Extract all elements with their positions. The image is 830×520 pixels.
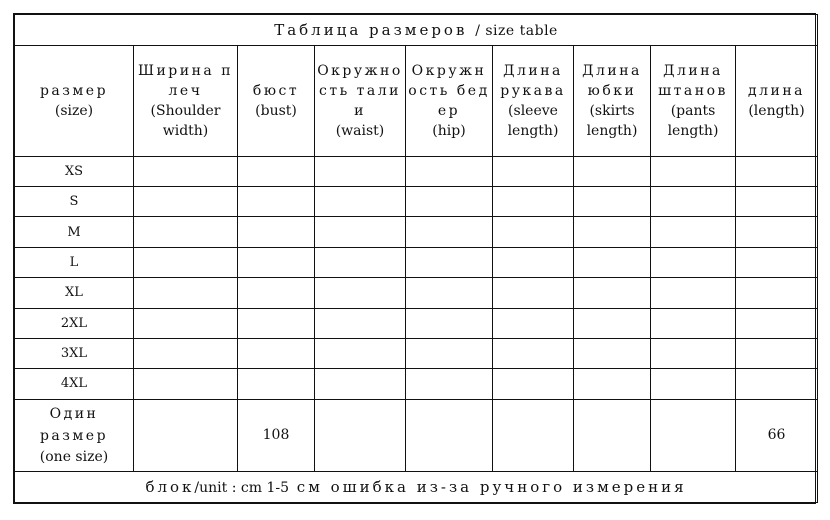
column-header (406, 46, 493, 156)
column-header (574, 46, 651, 156)
table-cell (651, 278, 736, 308)
table-cell (574, 369, 651, 399)
column-header (238, 46, 315, 156)
table-cell (574, 156, 651, 186)
table-cell (134, 247, 238, 277)
table-cell (736, 217, 818, 247)
table-cell (651, 338, 736, 368)
table-cell (493, 156, 574, 186)
measurement-note (15, 471, 818, 502)
table-row (15, 247, 818, 277)
column-header (15, 46, 134, 156)
one-size-pants (651, 399, 736, 471)
note-ru-suffix: см ошибка из-за ручного измерения (296, 477, 687, 496)
table-cell (651, 247, 736, 277)
one-size-length: 66 (736, 399, 818, 471)
column-header-en: (waist) (335, 123, 385, 140)
size-label: XL (15, 278, 134, 308)
column-header-ru: Окружность талии (317, 63, 403, 120)
size-label: 4XL (15, 369, 134, 399)
table-cell (134, 369, 238, 399)
table-cell (315, 369, 406, 399)
column-header-en: (pants length) (667, 103, 719, 140)
table-title (15, 15, 818, 46)
size-label: S (15, 187, 134, 217)
table-cell (736, 187, 818, 217)
table-cell (406, 156, 493, 186)
size-label: M (15, 217, 134, 247)
column-header-ru: Длина рукава (500, 63, 566, 100)
table-cell (406, 278, 493, 308)
table-cell (736, 338, 818, 368)
table-cell (651, 308, 736, 338)
title-en: / size table (475, 23, 558, 40)
table-cell (493, 247, 574, 277)
table-row (15, 308, 818, 338)
column-header-ru: размер (39, 83, 109, 100)
table-cell (406, 308, 493, 338)
table-cell (651, 369, 736, 399)
one-size-skirt (574, 399, 651, 471)
one-size-hip (406, 399, 493, 471)
column-header-en: (skirts length) (586, 103, 638, 140)
table-cell (134, 278, 238, 308)
table-cell (574, 187, 651, 217)
column-header (315, 46, 406, 156)
column-header-en: (sleeve length) (507, 103, 559, 140)
one-size-row (15, 399, 818, 471)
header-row (15, 46, 818, 156)
table-cell (315, 156, 406, 186)
table-cell (493, 369, 574, 399)
column-header-ru: Длина юбки (582, 63, 642, 100)
table-cell (493, 187, 574, 217)
table-cell (238, 187, 315, 217)
one-size-label-en: (one size) (39, 449, 109, 466)
column-header-en: (size) (54, 103, 94, 120)
column-header-ru: длина (747, 83, 806, 100)
note-en: /unit : cm 1-5 (194, 479, 290, 496)
size-label: XS (15, 156, 134, 186)
one-size-shoulder (134, 399, 238, 471)
table-cell (493, 217, 574, 247)
table-cell (493, 338, 574, 368)
column-header-ru: Ширина плеч (137, 63, 234, 100)
size-label: 2XL (15, 308, 134, 338)
column-header-en: (hip) (432, 123, 466, 140)
table-cell (134, 217, 238, 247)
table-cell (736, 247, 818, 277)
table-row (15, 217, 818, 247)
column-header (134, 46, 238, 156)
one-size-waist (315, 399, 406, 471)
table-cell (315, 338, 406, 368)
table-cell (493, 278, 574, 308)
table-row (15, 338, 818, 368)
table-cell (315, 278, 406, 308)
table-cell (238, 156, 315, 186)
table-row (15, 187, 818, 217)
table-cell (574, 217, 651, 247)
column-header (651, 46, 736, 156)
table-row (15, 369, 818, 399)
table-cell (736, 278, 818, 308)
column-header-en: (Shoulder width) (150, 103, 221, 140)
table-cell (315, 308, 406, 338)
table-cell (315, 247, 406, 277)
table-cell (134, 308, 238, 338)
one-size-bust: 108 (238, 399, 315, 471)
table-cell (134, 156, 238, 186)
column-header (736, 46, 818, 156)
table-cell (134, 338, 238, 368)
title-ru: Таблица размеров (274, 21, 468, 40)
table-cell (238, 369, 315, 399)
table-cell (406, 217, 493, 247)
size-table (14, 14, 818, 503)
table-cell (406, 187, 493, 217)
table-cell (134, 187, 238, 217)
table-cell (406, 247, 493, 277)
column-header-ru: Окружность бедер (408, 63, 490, 120)
column-header-en: (length) (748, 103, 805, 120)
table-cell (574, 308, 651, 338)
one-size-sleeve (493, 399, 574, 471)
table-cell (238, 278, 315, 308)
table-cell (574, 338, 651, 368)
size-label: L (15, 247, 134, 277)
table-cell (736, 308, 818, 338)
table-cell (238, 247, 315, 277)
table-cell (574, 247, 651, 277)
table-cell (651, 187, 736, 217)
table-cell (238, 217, 315, 247)
size-label: 3XL (15, 338, 134, 368)
table-cell (736, 369, 818, 399)
size-chart (13, 13, 816, 504)
column-header-ru: Длина штанов (658, 63, 728, 100)
one-size-label-ru: Один размер (39, 406, 109, 445)
table-cell (315, 187, 406, 217)
table-cell (238, 338, 315, 368)
table-cell (651, 217, 736, 247)
table-cell (651, 156, 736, 186)
table-row (15, 278, 818, 308)
column-header (493, 46, 574, 156)
table-cell (574, 278, 651, 308)
note-ru-prefix: блок (145, 477, 195, 496)
table-cell (736, 156, 818, 186)
table-cell (406, 369, 493, 399)
table-cell (493, 308, 574, 338)
table-row (15, 156, 818, 186)
table-cell (238, 308, 315, 338)
column-header-en: (bust) (255, 103, 297, 120)
column-header-ru: бюст (252, 83, 300, 100)
table-cell (406, 338, 493, 368)
table-cell (315, 217, 406, 247)
one-size-label (15, 399, 134, 471)
